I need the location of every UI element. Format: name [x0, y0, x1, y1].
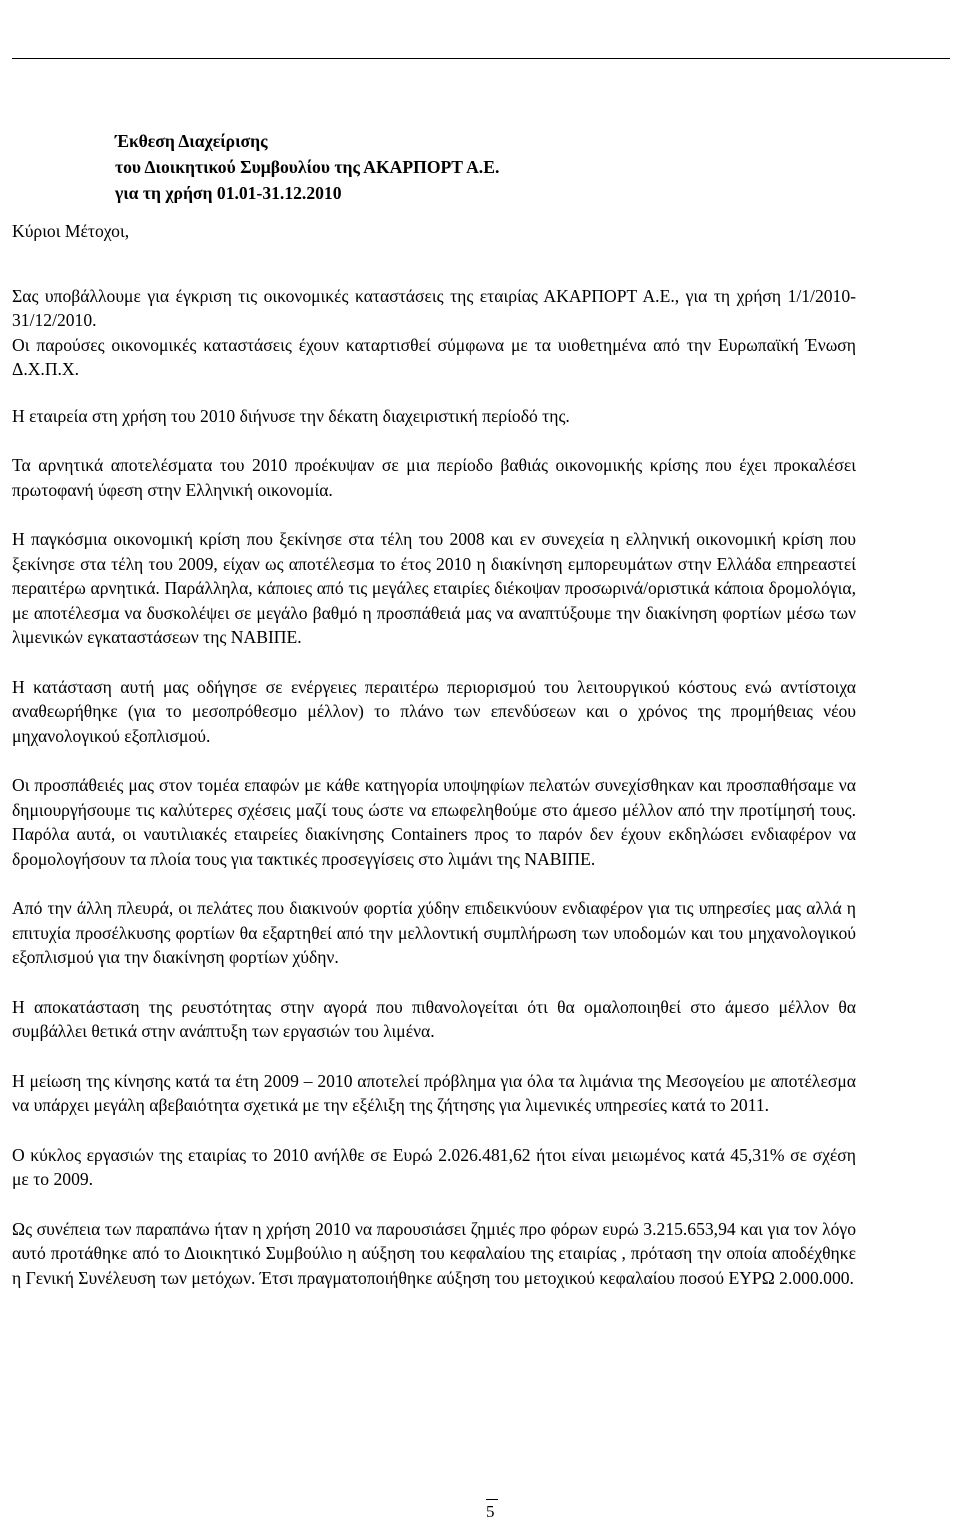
title-date-suffix: ΔΕΚΕΜΒΡΙΟΥ 2010: [786, 30, 944, 49]
report-title-line: Έκθεση Διαχείρισης: [115, 131, 268, 151]
paragraph: Η αποκατάσταση της ρευστότητας στην αγορά που πιθανολογείται ότι θα ομαλοποιηθεί στο άμεσο μέλλον θα συμβάλλει θετικά στην ανάπτυξη των εργασιών του λιμένα.: [12, 996, 856, 1041]
report-title: [12, 128, 856, 206]
paragraph: Ο κύκλος εργασιών της εταιρίας το 2010 ανήλθε σε Ευρώ 2.026.481,62 ήτοι είναι μειωμένος κατά 45,31% σε σχέση με το 2009.: [12, 1144, 856, 1189]
title-date-ordinal: ΗΣ: [773, 30, 787, 40]
statements-title-line2: [662, 24, 944, 51]
paragraph: Η παγκόσμια οικονομική κρίση που ξεκίνησε στα τέλη του 2008 και εν συνεχεία η ελληνική οικονομική κρίση που ξεκίνησε στα τέλη του 2009, είχαν ως αποτέλεσμα το έτος 2010 η διακίνηση εμπορευμάτων στην Ελλάδα επηρεαστεί περαιτέρω αρνητικά. Παράλληλα, κάποιες από τις μεγάλες εταιρίες διέκοψαν προσωρινά/οριστικά κάποια δρομολόγια, με αποτέλεσμα να δυσκολέψει σε μεγάλο βαθμό η προσπάθειά μας να αναπτύξουμε την διακίνηση φορτίων μέσω των λιμενικών εγκαταστάσεων της ΝΑΒΙΠΕ.: [12, 529, 856, 647]
header-divider: [12, 58, 950, 59]
statements-title-line1: ΟΙΚΟΝΟΜΙΚΕΣ ΚΑΤΑΣΤΑΣΕΙΣ: [661, 2, 944, 23]
paragraph: Η μείωση της κίνησης κατά τα έτη 2009 – 2010 αποτελεί πρόβλημα για όλα τα λιμάνια της Μεσογείου με αποτέλεσμα να υπάρχει μεγάλη αβεβαιότητα σχετικά με την εξέλιξη της ζήτησης για λιμενικές υπηρεσίες κατά το 2011.: [12, 1070, 856, 1115]
company-name: ΑΚΑΡΠΟΡΤ Α.Ε.: [12, 18, 159, 39]
document-body: [12, 128, 856, 1290]
paragraph: Ως συνέπεια των παραπάνω ήταν η χρήση 2010 να παρουσιάσει ζημιές προ φόρων ευρώ 3.215.653,94 και για τον λόγο αυτό προτάθηκε από το Διοικητικό Συμβούλιο η αύξηση του κεφαλαίου της εταιρίας , πρόταση την οποία αποδέχθηκε η Γενική Συνέλευση των μετόχων. Έτσι πραγματοποιήθηκε αύξηση του μετοχικού κεφαλαίου ποσού ΕΥΡΩ 2.000.000.: [12, 1218, 856, 1288]
paragraph: Από την άλλη πλευρά, οι πελάτες που διακινούν φορτία χύδην επιδεικνύουν ενδιαφέρον για τις υπηρεσίες μας αλλά η επιτυχία προσέλκυσης φορτίων θα εξαρτηθεί από την μελλοντική συμπλήρωση των υποδομών και του μηχανολογικού εξοπλισμού για την διακίνηση φορτίων χύδην.: [12, 898, 856, 967]
report-title-line: του Διοικητικού Συμβουλίου της ΑΚΑΡΠΟΡΤ Α.Ε.: [115, 157, 500, 177]
paragraph: Οι προσπάθειές μας στον τομέα επαφών με κάθε κατηγορία υποψηφίων πελατών συνεχίσθηκαν και προσπαθήσαμε να δημιουργήσουμε τις καλύτερες σχέσεις μαζί τους ώστε να επωφεληθούμε στο άμεσο μέλλον από την προτίμησή τους. Παρόλα αυτά, οι ναυτιλιακές εταιρείες διακίνησης Containers προς το παρόν δεν έχουν εκδηλώσει ενδιαφέρον να δρομολογήσουν τα πλοία τους για τακτικές προσεγγίσεις στο λιμάνι της ΝΑΒΙΠΕ.: [12, 775, 856, 869]
page-footer: [0, 1488, 960, 1528]
paragraph: Σας υποβάλλουμε για έγκριση τις οικονομικές καταστάσεις της εταιρίας ΑΚΑΡΠΟΡΤ Α.Ε., για τη χρήση 1/1/2010-31/12/2010.: [12, 285, 856, 330]
page-number: 5: [486, 1502, 495, 1521]
page-header: [0, 0, 960, 70]
statements-title: [662, 2, 944, 51]
report-title-line: για τη χρήση 01.01-31.12.2010: [115, 183, 342, 203]
paragraph: Οι παρούσες οικονομικές καταστάσεις έχουν καταρτισθεί σύμφωνα με τα υιοθετημένα από την Ευρωπαϊκή Ένωση Δ.Χ.Π.Χ.: [12, 334, 856, 379]
paragraph: Τα αρνητικά αποτελέσματα του 2010 προέκυψαν σε μια περίοδο βαθιάς οικονομικής κρίσης που έχει προκαλέσει πρωτοφανή ύφεση στην Ελληνική οικονομία.: [12, 455, 856, 500]
paragraph: Η κατάσταση αυτή μας οδήγησε σε ενέργειες περαιτέρω περιορισμού του λειτουργικού κόστους ενώ αντίστοιχα αναθεωρήθηκε (για το μεσοπρόθεσμο μέλλον) το πλάνο των επενδύσεων και ο χρόνος της προμήθειας νέου μηχανολογικού εξοπλισμού.: [12, 676, 856, 746]
salutation: Κύριοι Μέτοχοι,: [12, 221, 130, 241]
title-date-prefix: ΤΗΣ 31: [716, 30, 774, 49]
page-number-dash: [486, 1499, 498, 1500]
paragraph: Η εταιρεία στη χρήση του 2010 διήνυσε την δέκατη διαχειριστική περίοδό της.: [12, 405, 570, 426]
